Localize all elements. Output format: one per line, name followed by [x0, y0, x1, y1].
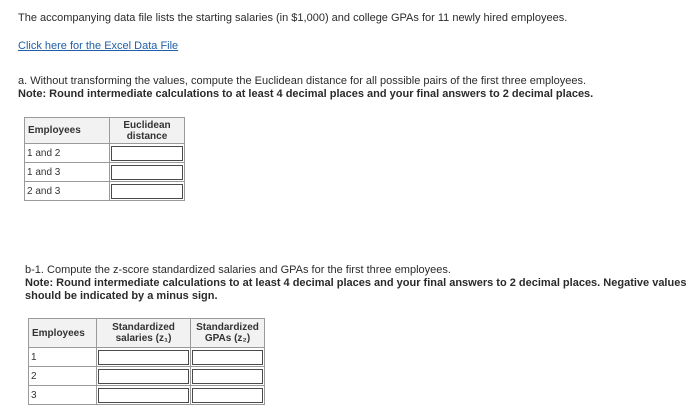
- euclidean-distance-input-1-3[interactable]: [111, 165, 183, 180]
- z-score-table: [28, 318, 265, 405]
- part-a-note: Note: Round intermediate calculations to at least 4 decimal places and your final answers to 2 decimal places.: [18, 88, 594, 100]
- pair-label: 1 and 3: [25, 163, 110, 182]
- part-b1-note-line2: should be indicated by a minus sign.: [25, 290, 218, 302]
- part-b1-question: b-1. Compute the z-score standardized salaries and GPAs for the first three employees.: [25, 264, 451, 276]
- part-b1-note-line1: Note: Round intermediate calculations to at least 4 decimal places and your final answers to 2 decimal places. Negative values: [25, 277, 687, 289]
- pair-label: 1 and 2: [25, 144, 110, 163]
- standardized-gpas-header: Standardized GPAs (z₂): [191, 319, 265, 348]
- z1-input-employee-1[interactable]: [98, 350, 189, 365]
- table-row: [25, 144, 185, 163]
- employees-header: Employees: [29, 319, 97, 348]
- table-row: [29, 386, 265, 405]
- z2-input-employee-1[interactable]: [192, 350, 263, 365]
- euclidean-distance-input-2-3[interactable]: [111, 184, 183, 199]
- table-row: [29, 348, 265, 367]
- z2-input-employee-3[interactable]: [192, 388, 263, 403]
- table-row: [25, 163, 185, 182]
- employee-label: 3: [29, 386, 97, 405]
- table-row: [29, 367, 265, 386]
- euclidean-distance-table: [24, 117, 185, 201]
- z1-input-employee-3[interactable]: [98, 388, 189, 403]
- excel-data-file-link[interactable]: Click here for the Excel Data File: [18, 40, 179, 52]
- employees-header: Employees: [25, 118, 110, 144]
- intro-text: The accompanying data file lists the starting salaries (in $1,000) and college GPAs for 11 newly hired employees.: [18, 12, 568, 24]
- employee-label: 2: [29, 367, 97, 386]
- pair-label: 2 and 3: [25, 182, 110, 201]
- z1-input-employee-2[interactable]: [98, 369, 189, 384]
- euclidean-distance-header: Euclidean distance: [110, 118, 185, 144]
- part-a-question: a. Without transforming the values, compute the Euclidean distance for all possible pairs of the first three employees.: [18, 75, 587, 87]
- table-row: [25, 182, 185, 201]
- employee-label: 1: [29, 348, 97, 367]
- standardized-salaries-header: Standardized salaries (z₁): [97, 319, 191, 348]
- z2-input-employee-2[interactable]: [192, 369, 263, 384]
- euclidean-distance-input-1-2[interactable]: [111, 146, 183, 161]
